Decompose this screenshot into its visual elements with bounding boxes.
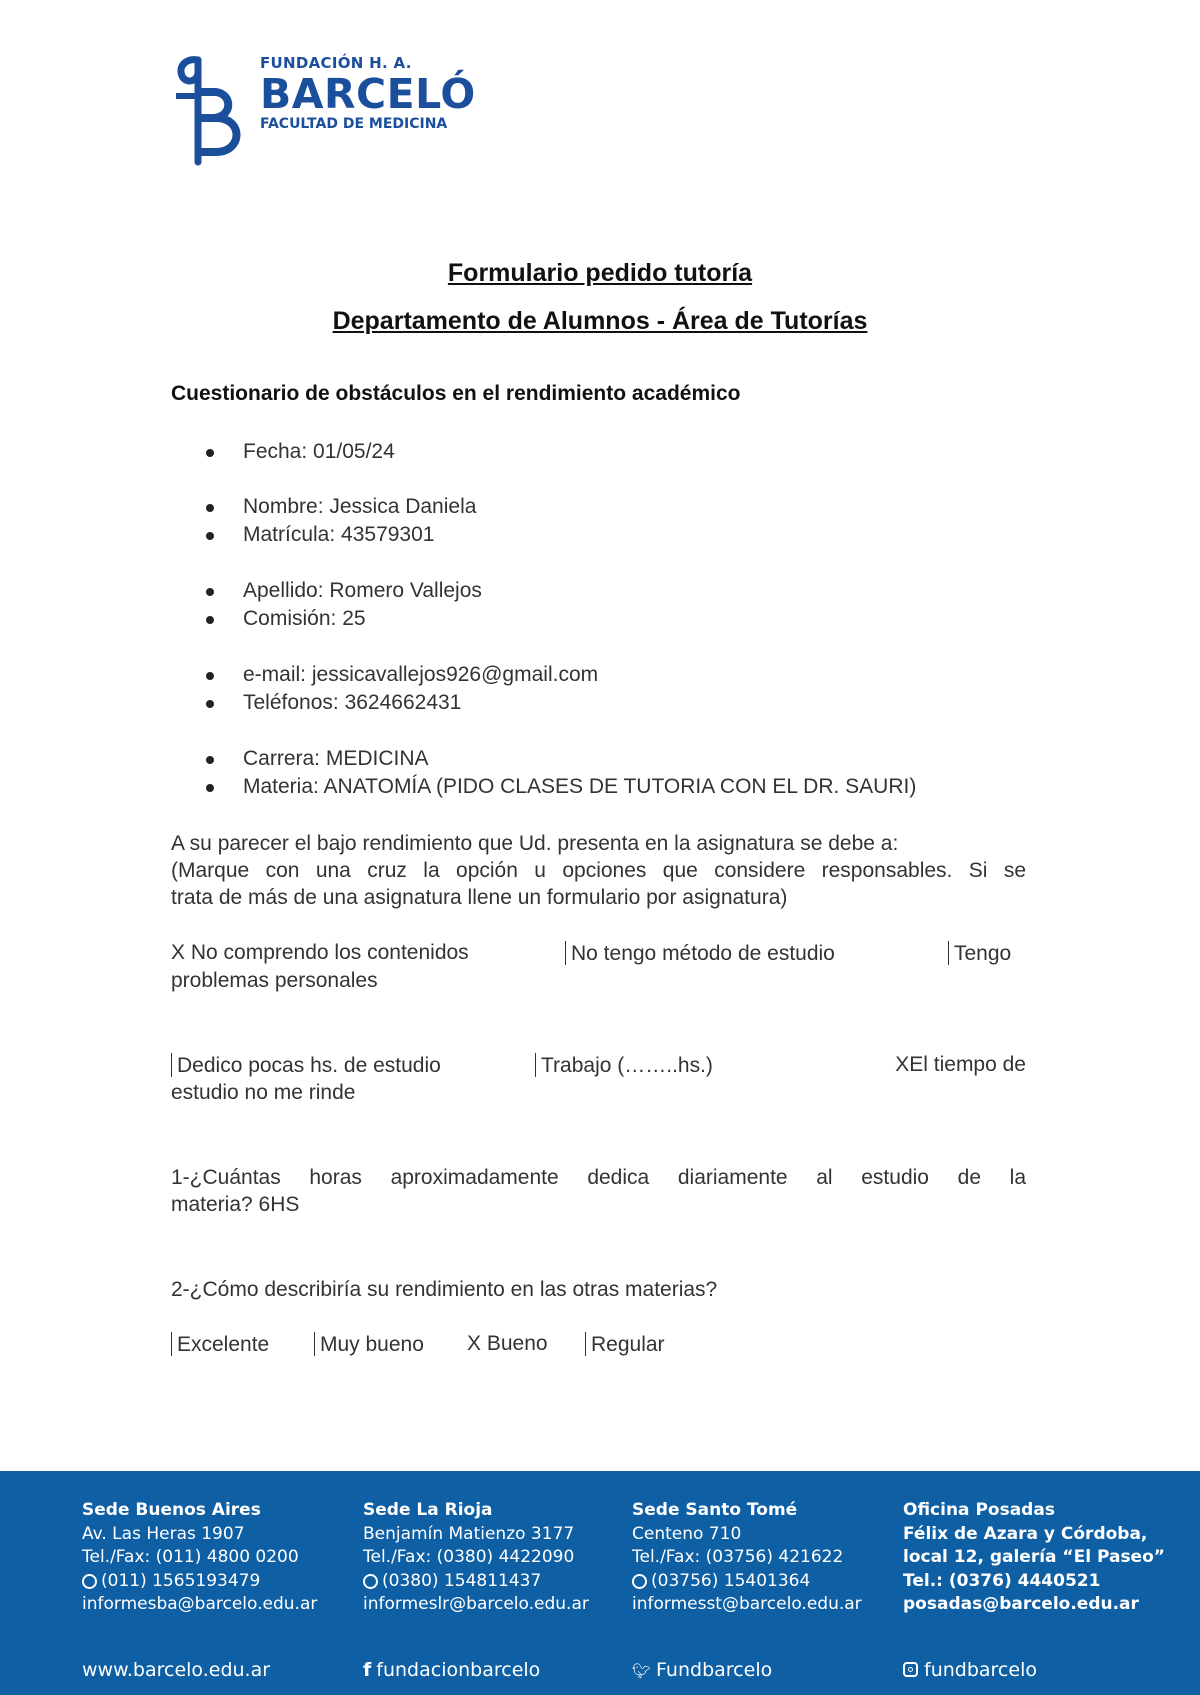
footer-ba-title: Sede Buenos Aires <box>82 1500 261 1520</box>
fb-monogram-icon <box>168 54 248 166</box>
checkbox-mark <box>171 1053 172 1077</box>
bullet-icon <box>206 532 214 540</box>
option-problemas-personales-cont: problemas personales <box>171 969 378 992</box>
option-no-metodo <box>565 941 835 966</box>
question-intro-line3: trata de más de una asignatura llene un formulario por asignatura) <box>171 886 788 909</box>
logo-faculty: FACULTAD DE MEDICINA <box>260 116 448 132</box>
footer <box>0 1471 1200 1695</box>
whatsapp-icon <box>82 1574 97 1589</box>
footer-instagram-link[interactable] <box>903 1659 1037 1681</box>
footer-st-email[interactable]: informesst@barcelo.edu.ar <box>632 1594 862 1614</box>
footer-lr-tel: Tel./Fax: (0380) 4422090 <box>363 1547 575 1567</box>
logo-text <box>260 54 476 132</box>
footer-lr-title: Sede La Rioja <box>363 1500 493 1520</box>
instagram-handle: fundbarcelo <box>924 1659 1037 1681</box>
footer-st-tel: Tel./Fax: (03756) 421622 <box>632 1547 844 1567</box>
footer-ba-email[interactable]: informesba@barcelo.edu.ar <box>82 1594 318 1614</box>
whatsapp-icon <box>363 1574 378 1589</box>
checkbox-mark <box>171 1332 172 1356</box>
field-telefonos: Teléfonos: 3624662431 <box>243 691 462 714</box>
footer-ba-tel: Tel./Fax: (011) 4800 0200 <box>82 1547 299 1567</box>
field-apellido: Apellido: Romero Vallejos <box>243 579 482 602</box>
footer-lr-address: Benjamín Matienzo 3177 <box>363 1523 575 1544</box>
footer-po-address1: Félix de Azara y Córdoba, <box>903 1523 1148 1544</box>
bullet-icon <box>206 504 214 512</box>
footer-website-link[interactable]: www.barcelo.edu.ar <box>82 1659 271 1681</box>
section-title: Cuestionario de obstáculos en el rendimiento académico <box>171 382 741 405</box>
bullet-icon <box>206 588 214 596</box>
bullet-icon <box>206 449 214 457</box>
option-label: Dedico pocas hs. de estudio <box>177 1054 441 1077</box>
footer-sede-buenos-aires <box>82 1499 317 1617</box>
question-intro-line1: A su parecer el bajo rendimiento que Ud. presenta en la asignatura se debe a: <box>171 832 899 855</box>
question-1-line1: 1-¿Cuántas horas aproximadamente dedica diariamente al estudio de la <box>171 1166 1026 1189</box>
footer-po-title: Oficina Posadas <box>903 1500 1055 1520</box>
rating-label: Muy bueno <box>320 1333 424 1356</box>
checkbox-mark <box>314 1332 315 1356</box>
facebook-icon: f <box>363 1659 372 1681</box>
footer-st-whatsapp <box>632 1570 862 1594</box>
footer-sede-la-rioja <box>363 1499 589 1617</box>
option-label: No tengo método de estudio <box>571 942 835 965</box>
question-1-line2: materia? 6HS <box>171 1193 300 1216</box>
checkbox-mark <box>585 1332 586 1356</box>
question-1 <box>171 1164 1026 1218</box>
rating-label: Regular <box>591 1333 665 1356</box>
option-pocas-horas <box>171 1053 441 1078</box>
field-fecha: Fecha: 01/05/24 <box>243 440 395 463</box>
logo-name: BARCELÓ <box>260 70 476 118</box>
bullet-icon <box>206 784 214 792</box>
field-materia: Materia: ANATOMÍA (PIDO CLASES DE TUTORIA CON EL DR. SAURI) <box>243 775 917 798</box>
twitter-handle: Fundbarcelo <box>656 1659 773 1681</box>
bullet-icon <box>206 756 214 764</box>
document-subtitle: Departamento de Alumnos - Área de Tutorías <box>332 307 868 335</box>
footer-po-address2: local 12, galería “El Paseo” <box>903 1547 1165 1567</box>
footer-sede-santo-tome <box>632 1499 862 1617</box>
footer-facebook-link[interactable] <box>363 1659 540 1681</box>
bullet-icon <box>206 700 214 708</box>
option-no-comprendo: X No comprendo los contenidos <box>171 941 469 964</box>
field-email: e-mail: jessicavallejos926@gmail.com <box>243 663 599 686</box>
footer-ba-whatsapp <box>82 1570 317 1594</box>
facebook-handle: fundacionbarcelo <box>376 1659 541 1681</box>
field-matricula: Matrícula: 43579301 <box>243 523 435 546</box>
option-label: Tengo <box>954 942 1012 965</box>
footer-st-title: Sede Santo Tomé <box>632 1500 798 1520</box>
field-carrera: Carrera: MEDICINA <box>243 747 429 770</box>
instagram-icon <box>903 1662 918 1677</box>
option-problemas-personales <box>948 941 1011 966</box>
rating-muy-bueno <box>314 1332 424 1357</box>
footer-po-email[interactable]: posadas@barcelo.edu.ar <box>903 1594 1139 1614</box>
rating-regular <box>585 1332 665 1357</box>
field-nombre: Nombre: Jessica Daniela <box>243 495 477 518</box>
document-title: Formulario pedido tutoría <box>447 259 753 287</box>
checkbox-mark <box>535 1053 536 1077</box>
option-label: Trabajo (……..hs.) <box>541 1054 713 1077</box>
footer-ba-address: Av. Las Heras 1907 <box>82 1523 245 1544</box>
logo-foundation: FUNDACIÓN H. A. <box>260 54 412 72</box>
option-tiempo-no-rinde: XEl tiempo de <box>895 1053 1026 1076</box>
whatsapp-number: (0380) 154811437 <box>382 1570 542 1591</box>
checkbox-mark <box>948 941 949 965</box>
question-intro <box>171 830 1026 911</box>
question-2: 2-¿Cómo describiría su rendimiento en las otras materias? <box>171 1278 718 1301</box>
footer-lr-whatsapp <box>363 1570 589 1594</box>
option-trabajo <box>535 1053 713 1078</box>
whatsapp-number: (011) 1565193479 <box>101 1570 261 1591</box>
whatsapp-number: (03756) 15401364 <box>651 1570 811 1591</box>
bullet-icon <box>206 616 214 624</box>
twitter-icon: 🐦︎ <box>632 1662 652 1680</box>
whatsapp-icon <box>632 1574 647 1589</box>
rating-label: Excelente <box>177 1333 270 1356</box>
barcelo-logo <box>168 54 478 166</box>
option-tiempo-no-rinde-cont: estudio no me rinde <box>171 1081 356 1104</box>
question-intro-line2: (Marque con una cruz la opción u opciones que considere responsables. Si se <box>171 859 1026 882</box>
rating-excelente <box>171 1332 269 1357</box>
footer-twitter-link[interactable] <box>632 1659 772 1681</box>
footer-lr-email[interactable]: informeslr@barcelo.edu.ar <box>363 1594 589 1614</box>
footer-oficina-posadas <box>903 1499 1165 1617</box>
bullet-icon <box>206 672 214 680</box>
checkbox-mark <box>565 941 566 965</box>
footer-st-address: Centeno 710 <box>632 1523 742 1544</box>
rating-bueno: X Bueno <box>467 1332 548 1355</box>
field-comision: Comisión: 25 <box>243 607 366 630</box>
footer-po-tel: Tel.: (0376) 4440521 <box>903 1570 1101 1591</box>
